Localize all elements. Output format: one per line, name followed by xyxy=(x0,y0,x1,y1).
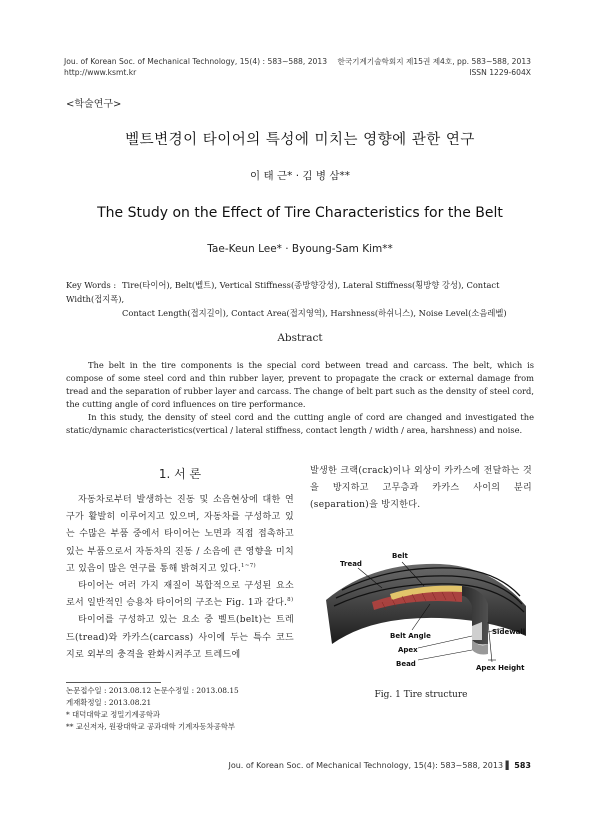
journal-citation-ko: 한국기계기술학회지 제15권 제4호, pp. 583~588, 2013 xyxy=(337,57,531,66)
label-belt: Belt xyxy=(392,552,408,560)
paper-title-english: The Study on the Effect of Tire Characteristics for the Belt xyxy=(97,205,503,221)
page-number: 583 xyxy=(514,761,531,770)
abstract-heading: Abstract xyxy=(277,332,323,344)
body-right-column xyxy=(310,463,532,515)
authors-english: Tae-Keun Lee* · Byoung-Sam Kim** xyxy=(207,243,393,255)
figure-caption: Fig. 1 Tire structure xyxy=(374,690,468,700)
journal-header-right xyxy=(338,57,531,78)
affiliation-1: * 대덕대학교 정밀기계공학과 xyxy=(66,710,161,719)
accepted-date: 게재확정일 : 2013.08.21 xyxy=(66,698,152,707)
section-tag: <학술연구> xyxy=(66,99,122,110)
footnote-divider xyxy=(66,682,161,683)
body-paragraph-2: 타이어는 여러 가지 재질이 복합적으로 구성된 요소로서 일반적인 승용차 타이어의 구조는 Fig. 1과 같다.$^{8)}$ xyxy=(66,581,294,609)
page-footer xyxy=(228,761,531,770)
label-apex: Apex xyxy=(398,646,418,654)
paper-title-korean: 벨트변경이 타이어의 특성에 미치는 영향에 관한 연구 xyxy=(125,132,475,148)
received-date: 논문접수일 : 2013.08.12 논문수정일 : 2013.08.15 xyxy=(66,686,239,695)
citation-ref[interactable]: 8) xyxy=(287,597,294,604)
tire-structure-figure xyxy=(312,544,534,674)
footer-citation: Jou. of Korean Soc. of Mechanical Technology, 15(4): 583~588, 2013 xyxy=(228,761,504,770)
affiliation-2: ** 교신저자, 원광대학교 공과대학 기계자동차공학부 xyxy=(66,722,236,731)
body-paragraph-3-continued: 발생한 크랙(crack)이나 외상이 카카스에 전달하는 것을 방지하고 고무층과 카카스 사이의 분리(separation)을 방지한다. xyxy=(310,466,532,511)
label-bead: Bead xyxy=(396,660,416,668)
label-sidewall: Sidewall xyxy=(492,628,526,636)
journal-header-left xyxy=(64,57,327,78)
label-apex-height: Apex Height xyxy=(476,664,525,672)
journal-url[interactable]: http://www.ksmt.kr xyxy=(64,67,137,77)
journal-citation: Jou. of Korean Soc. of Mechanical Technology, 15(4) : 583~588, 2013 xyxy=(64,57,328,66)
abstract-body xyxy=(66,359,534,437)
label-belt-angle: Belt Angle xyxy=(390,632,431,640)
keywords-line-1: Tire(타이어), Belt(벨트), Vertical Stiffness(종방향강성), Lateral Stiffness(횡방향 강성), Contact Width(접지폭), xyxy=(66,280,500,304)
keywords-block xyxy=(66,278,536,320)
body-paragraph-1: 자동차로부터 발생하는 진동 및 소음현상에 대한 연구가 활발히 이루어지고 있으며, 자동차를 구성하고 있는 수많은 부품 중에서 타이어는 노면과 직접 접촉하고 있는 부품으로서 자동차의 진동 / 소음에 큰 영향을 미치고 있음이 많은 연구를 통해 밝혀지고 있다.$^{1\sim 7)}$ xyxy=(66,495,294,574)
abstract-paragraph-1: The belt in the tire components is the special cord between tread and carcass. The belt, which is compose of some steel cord and thin rubber layer, prevent to propagate the crack or external damage from tread and the separation of rubber layer and carcass. The change of belt part such as the density of steel cord, the cutting angle of cord influences on tire performance. xyxy=(66,360,534,409)
body-left-column xyxy=(66,492,294,664)
section-1-heading: 1. 서 론 xyxy=(158,467,202,481)
footer-separator: ▌ xyxy=(505,761,512,770)
footnotes xyxy=(66,685,306,733)
keywords-label: Key Words : xyxy=(66,280,117,290)
journal-issn: ISSN 1229-604X xyxy=(469,67,531,77)
keywords-line-2: Contact Length(접지길이), Contact Area(접지영역), Harshness(하쉬니스), Noise Level(소음레벨) xyxy=(122,308,507,318)
abstract-paragraph-2: In this study, the density of steel cord and the cutting angle of cord are changed and investigated the static/dynamic characteristics(vertical / lateral stiffness, contact length / width / area, harshness) and noise. xyxy=(66,412,534,435)
authors-korean: 이 태 근* · 김 병 삼** xyxy=(250,170,350,182)
citation-ref[interactable]: 1~7) xyxy=(241,562,256,569)
body-paragraph-3: 타이어를 구성하고 있는 요소 중 벨트(belt)는 트레드(tread)와 카카스(carcass) 사이에 두는 특수 코드지로 외부의 충격을 완화시켜주고 트레드에 xyxy=(66,615,294,660)
label-tread: Tread xyxy=(340,560,362,568)
